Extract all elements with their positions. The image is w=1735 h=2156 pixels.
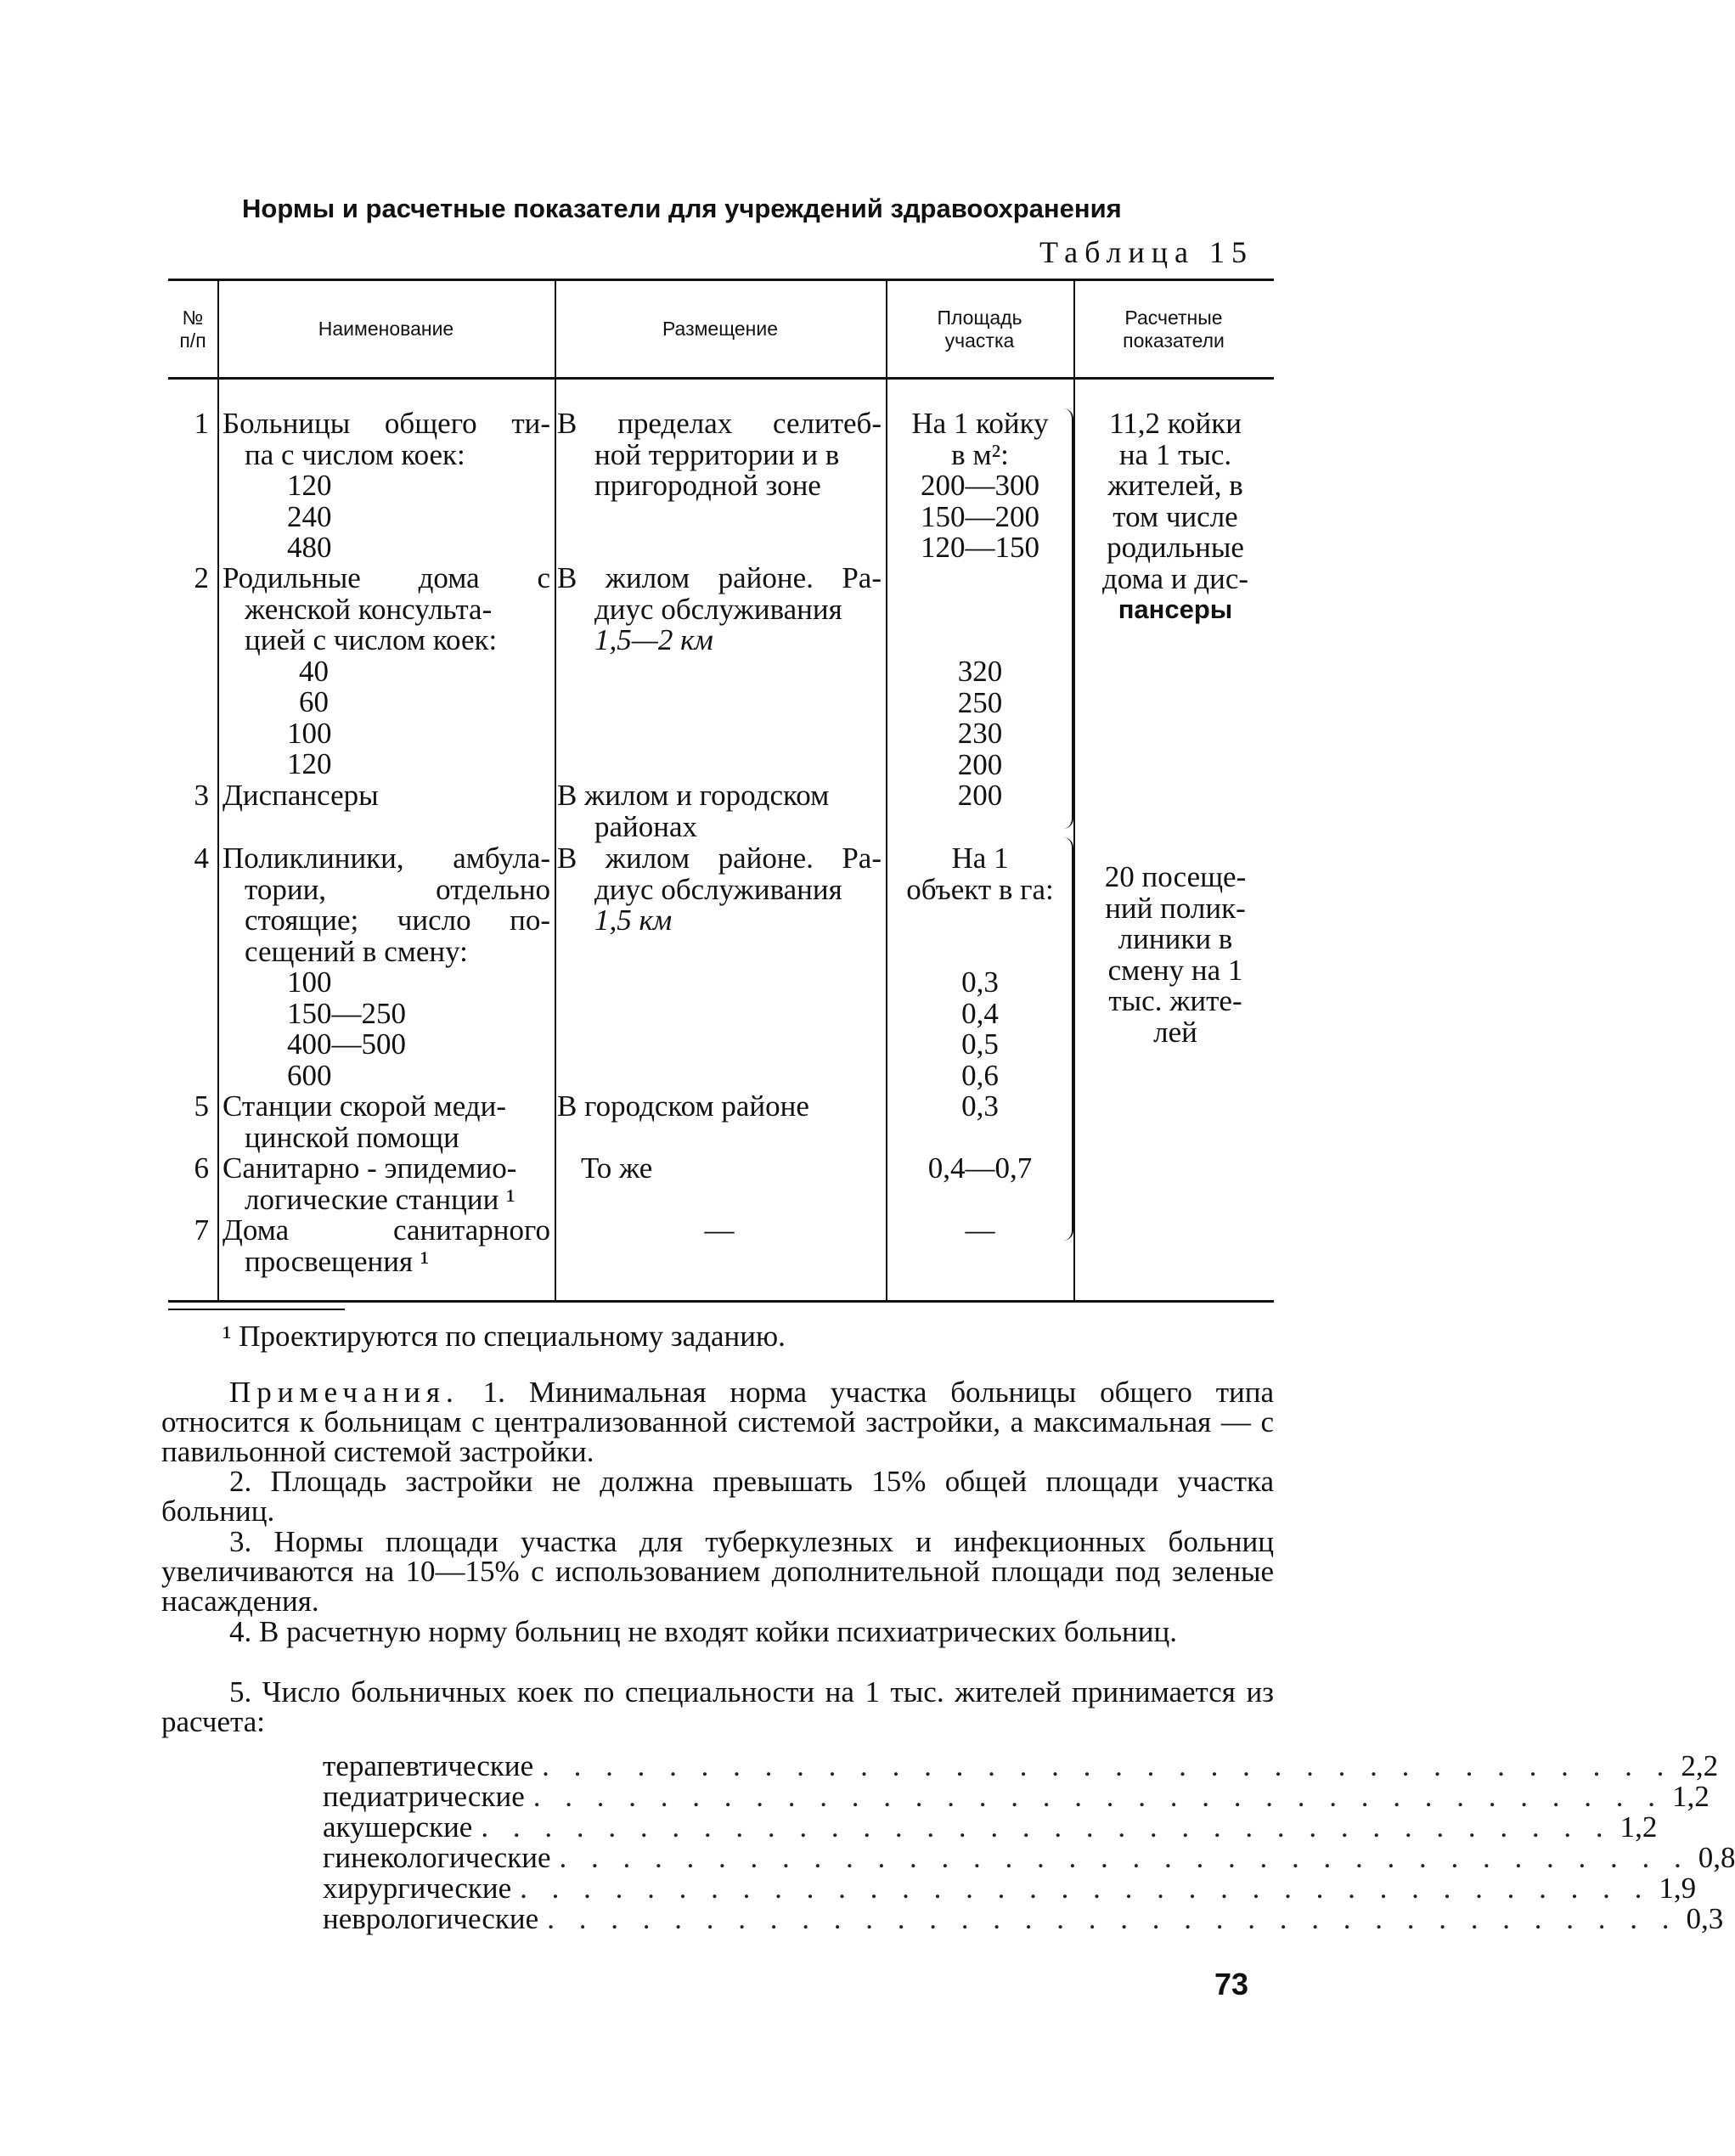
column-divider [886, 281, 887, 1300]
footnote: ¹ Проектируются по специальному заданию. [223, 1320, 786, 1353]
indicator-hospitals: 11,2 койки на 1 тыс. жителей, в том числе родильные дома и дис- пансеры [1101, 407, 1249, 624]
row-area-values: 0,3 0,4 0,5 0,6 [961, 965, 999, 1092]
dot-leader: . . . . . . . . . . . . . . . . . . . . . . . . . . . . . . . . . . . . [520, 1872, 1651, 1905]
table-label: Таблица 15 [1039, 235, 1253, 269]
bed-norm-label: гинекологические [323, 1841, 551, 1874]
dot-leader: . . . . . . . . . . . . . . . . . . . . . . . . . . . . . . . . . . . . [547, 1902, 1678, 1935]
page-title: Нормы и расчетные показатели для учреждений здравоохранения [242, 194, 1122, 223]
row-name: Больницы общего ти- па с числом коек: 120 240 480 [223, 407, 550, 564]
row-area: 200 [957, 779, 1003, 812]
row-number: 5 [194, 1089, 209, 1123]
row-area: На 1 койку в м²: 200—300 150—200 120—150 [911, 407, 1049, 564]
row-name: Санитарно - эпидемио- логические станции ¹ [223, 1151, 517, 1216]
dot-leader: . . . . . . . . . . . . . . . . . . . . . . . . . . . . . . . . . . . . [559, 1841, 1690, 1874]
row-placement: То же [581, 1151, 653, 1185]
row-placement: В жилом и городском районах [557, 779, 830, 843]
bed-norm-label: неврологические [323, 1902, 539, 1935]
row-number: 7 [194, 1213, 209, 1247]
bed-norm-row [323, 1810, 1658, 1844]
column-divider [555, 281, 556, 1300]
group-brace [1060, 837, 1073, 1241]
row-placement: В жилом районе. Ра- диус обслуживания 1,5—2 км [557, 561, 882, 656]
note-2: 2. Площадь застройки не должна превышать 15% общей площади участка больниц. [161, 1465, 1274, 1528]
group-brace [1060, 408, 1073, 829]
indicator-polyclinics: 20 посеще- ний полик- линики в смену на 1 тыс. жите- лей [1104, 860, 1247, 1049]
bed-norm-value: 0,3 [1686, 1902, 1724, 1935]
row-area: 320 250 230 200 [957, 655, 1003, 781]
row-placement: В жилом районе. Ра- диус обслуживания 1,5 км [557, 842, 882, 937]
row-placement: В пределах селитеб- ной территории и в пригородной зоне [557, 407, 882, 502]
header-area: Площадь участка [937, 306, 1022, 352]
header-indicators: Расчетные показатели [1123, 306, 1225, 352]
note-3: 3. Нормы площади участка для туберкулезных и инфекционных больниц увеличиваются на 10—15% с использованием дополнительной площади под зеленые насаждения. [161, 1525, 1274, 1618]
bed-norm-value: 1,2 [1672, 1780, 1710, 1813]
bed-norm-row [323, 1749, 1719, 1783]
row-name: Поликлиники, амбула- тории, отдельно стоящие; число по- сещений в смену: 100 150—250 400—500 600 [223, 842, 550, 1092]
note-4: 4. В расчетную норму больниц не входят койки психиатрических больниц. [229, 1615, 1177, 1648]
header-rule [168, 377, 1274, 380]
page-number: 73 [1214, 1967, 1249, 2001]
column-divider [1073, 281, 1075, 1300]
notes-heading: Примечания. [229, 1376, 459, 1409]
dot-leader: . . . . . . . . . . . . . . . . . . . . . . . . . . . . . . . . . . . . [481, 1810, 1612, 1844]
row-area: 0,4—0,7 [927, 1151, 1033, 1185]
bed-norm-value: 2,2 [1681, 1749, 1719, 1782]
bed-norm-row [323, 1780, 1710, 1814]
note-1: Примечания. 1. Минимальная норма участка больницы общего типа относится к больницам с централизованной системой застройки, а максимальная — с павильонной системой застройки. [161, 1376, 1275, 1468]
dot-leader: . . . . . . . . . . . . . . . . . . . . . . . . . . . . . . . . . . . . [542, 1749, 1673, 1782]
bed-norm-label: хирургические [323, 1872, 512, 1905]
row-placement: — [704, 1213, 735, 1247]
row-number: 1 [194, 407, 209, 440]
bed-norm-label: терапевтические [323, 1749, 534, 1782]
row-placement: В городском районе [557, 1089, 809, 1123]
bed-norm-value: 0,8 [1698, 1841, 1735, 1874]
row-number: 6 [194, 1151, 209, 1185]
row-number: 3 [194, 779, 209, 812]
row-name: Родильные дома с женской консульта- цией с числом коек: 40 60 100 120 [223, 561, 550, 780]
bed-norm-row [323, 1872, 1697, 1905]
note-5: 5. Число больничных коек по специальности на 1 тыс. жителей принимается из расчета: [161, 1675, 1274, 1738]
row-area: — [965, 1213, 995, 1247]
footnote-rule [168, 1309, 345, 1310]
dot-leader: . . . . . . . . . . . . . . . . . . . . . . . . . . . . . . . . . . . . [532, 1780, 1664, 1813]
bed-norm-label: акушерские [323, 1810, 473, 1844]
row-name: Диспансеры [223, 779, 379, 812]
bed-norm-row [323, 1841, 1735, 1875]
bed-norm-label: педиатрические [323, 1780, 525, 1813]
column-divider [217, 281, 219, 1300]
bed-norm-value: 1,2 [1620, 1810, 1658, 1844]
header-name: Наименование [318, 318, 454, 340]
row-number: 2 [194, 561, 209, 594]
row-name: Станции скорой меди- цинской помощи [223, 1089, 506, 1154]
norms-table [168, 279, 1274, 1303]
header-placement: Размещение [662, 318, 779, 340]
row-number: 4 [194, 842, 209, 875]
row-area: 0,3 [961, 1089, 999, 1123]
row-name: Дома санитарного просвещения ¹ [223, 1213, 550, 1278]
bed-norm-value: 1,9 [1659, 1872, 1697, 1905]
header-num: № п/п [179, 306, 206, 352]
bed-norm-row [323, 1902, 1724, 1936]
row-area: На 1 объект в га: [906, 842, 1054, 906]
